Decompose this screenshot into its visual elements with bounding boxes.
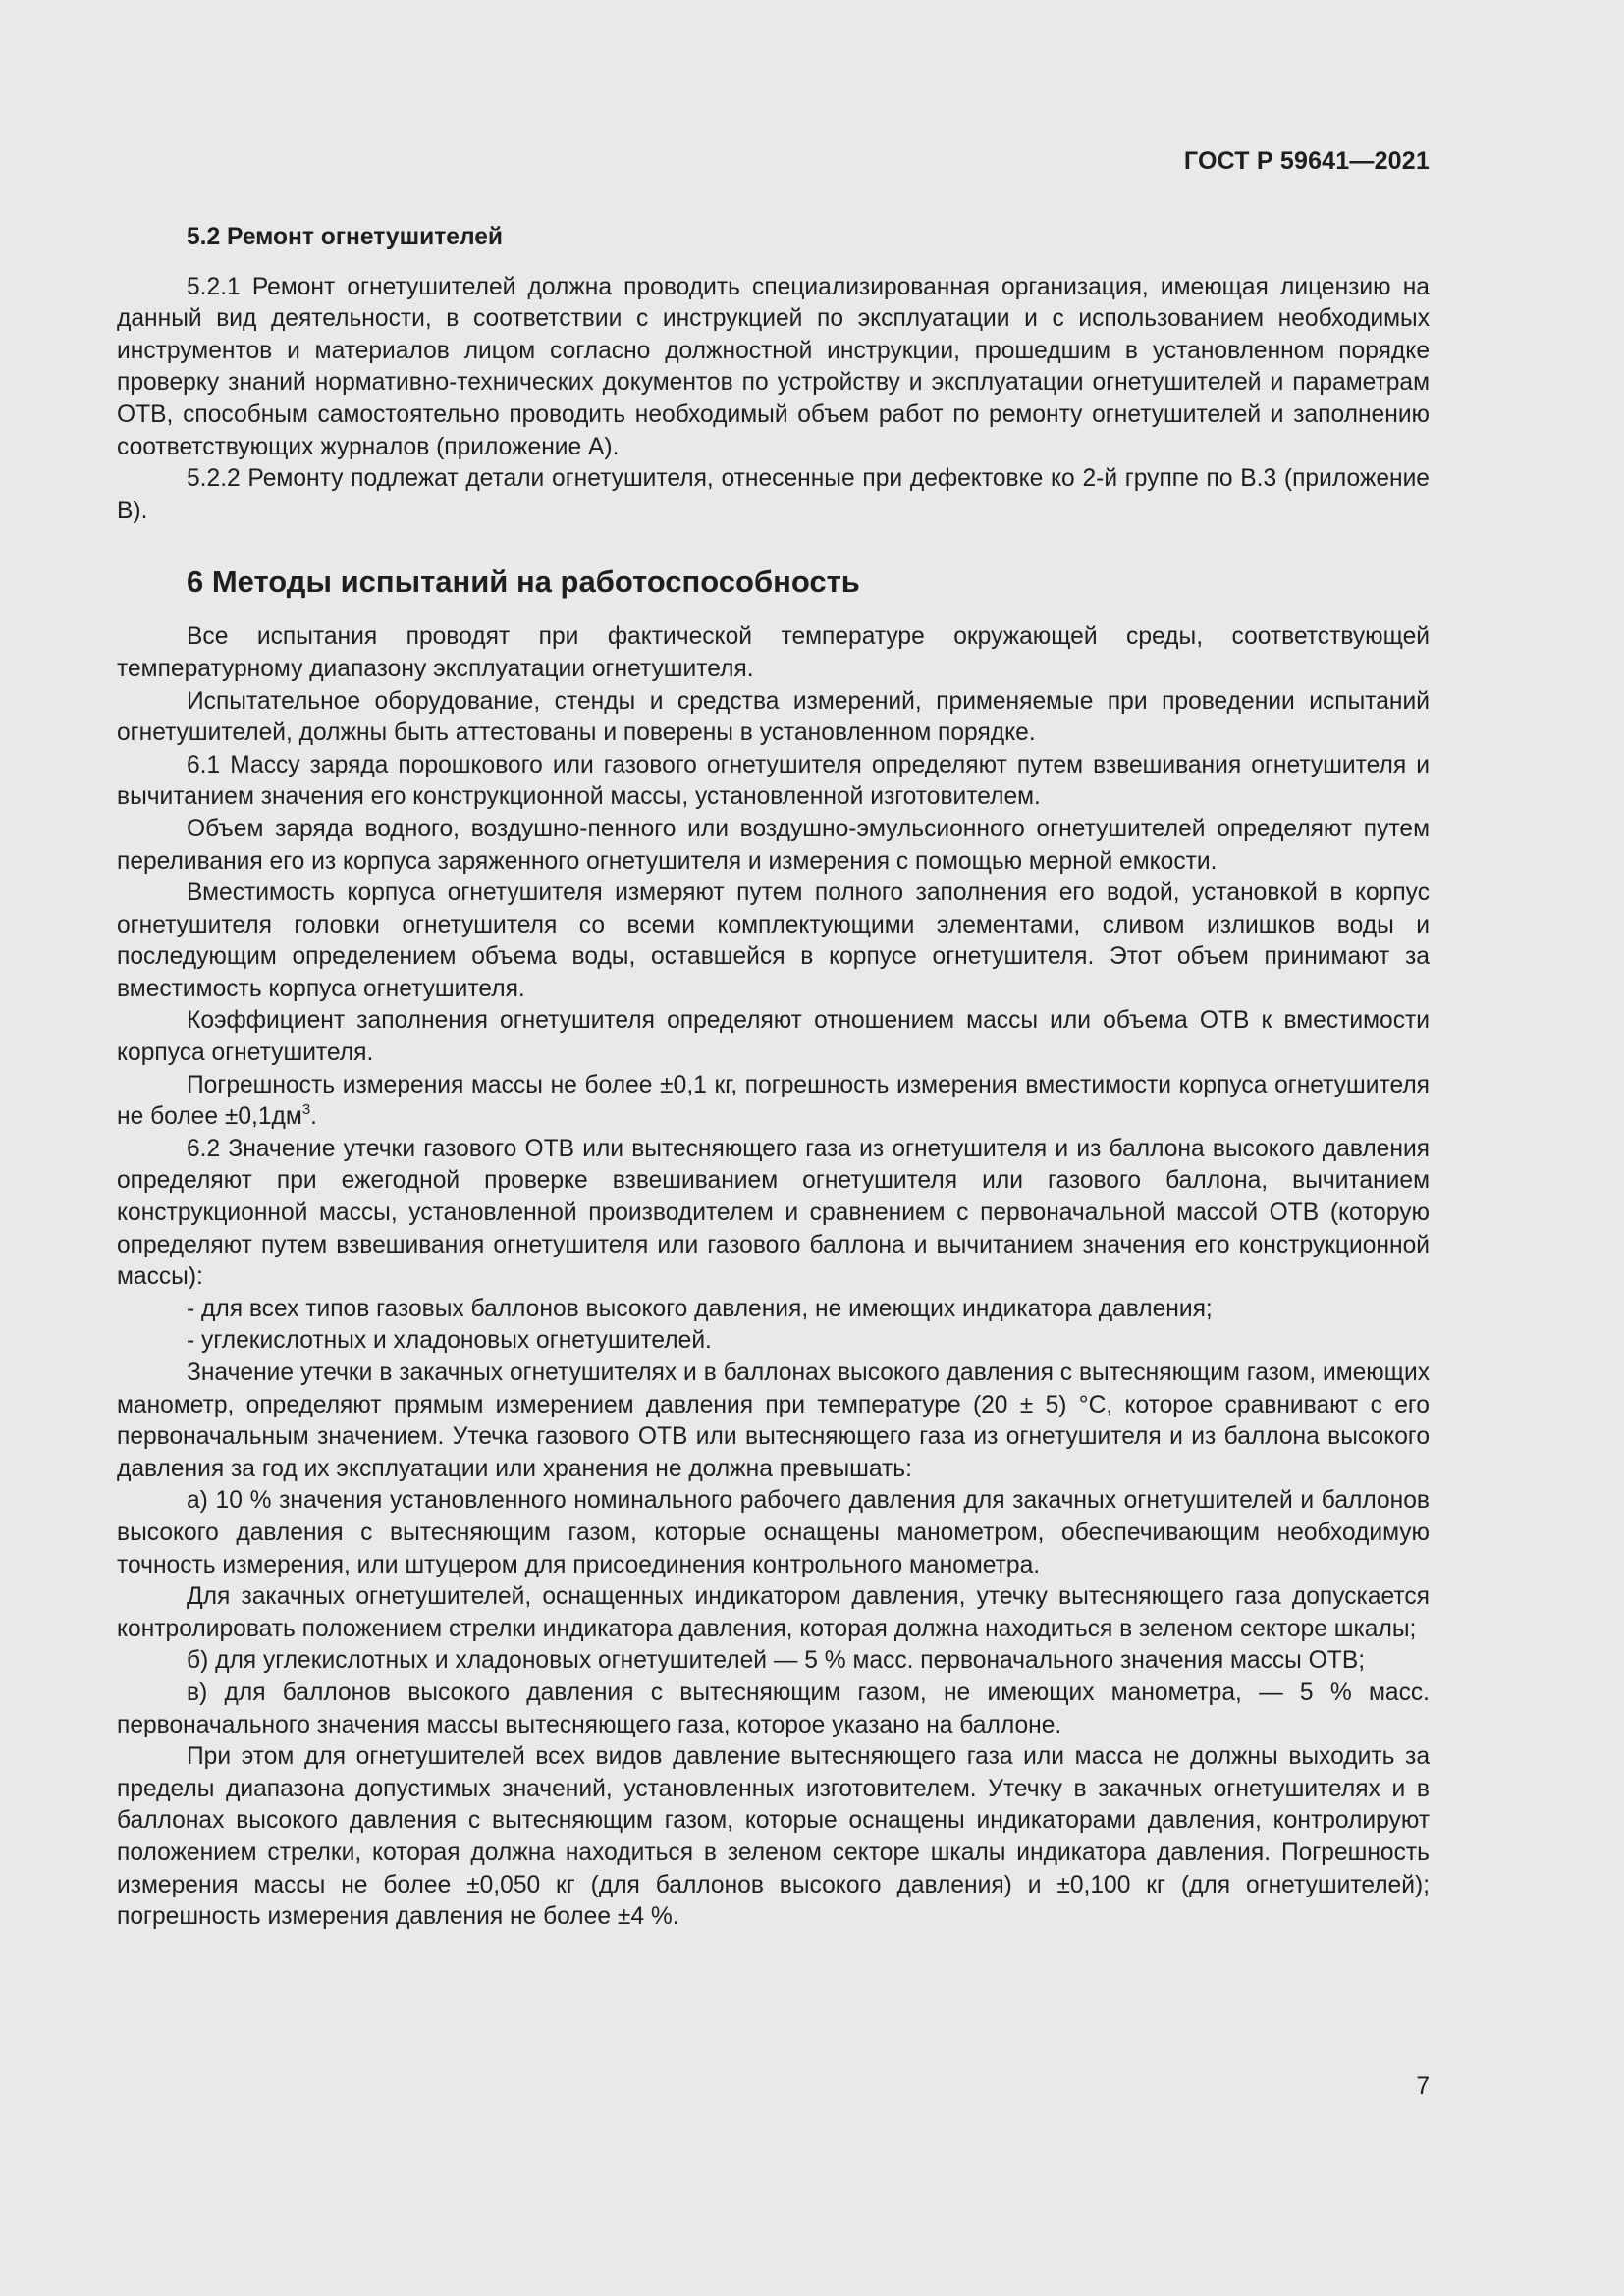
paragraph-leak-pressure: Значение утечки в закачных огнетушителях и в баллонах высокого давления с вытесняющим газом, имеющих манометр, определяют прямым измерением давления при температуре (20 ± 5) °С, которое сравнивают с его первоначальным значением. Утечка газового ОТВ или вытесняющего газа из огнетушителя и из баллона высокого давления за год их эксплуатации или хранения не должна превышать: [117, 1360, 1430, 1482]
paragraph-test-conditions: Все испытания проводят при фактической температуре окружающей среды, соответствующей температурному диапазону эксплуатации огнетушителя. [117, 623, 1430, 682]
list-item-c: в) для баллонов высокого давления с вытесняющим газом, не имеющих манометра, — 5 % масс. первоначального значения массы вытесняющего газа, которое указано на баллоне. [117, 1679, 1430, 1738]
section-heading-6: 6 Методы испытаний на работоспособность [187, 564, 860, 600]
paragraph-5-2-2: 5.2.2 Ремонту подлежат детали огнетушителя, отнесенные при дефектовке ко 2-й группе по В.3 (приложение В). [117, 465, 1430, 524]
paragraph-pressure-indicator: Для закачных огнетушителей, оснащенных индикатором давления, утечку вытесняющего газа допускается контролировать положением стрелки индикатора давления, которая должна находиться в зеленом секторе шкалы; [117, 1583, 1430, 1642]
paragraph-5-2-1: 5.2.1 Ремонт огнетушителей должна проводить специализированная организация, имеющая лицензию на данный вид деятельности, в соответствии с инструкцией по эксплуатации и с использованием необходимых инструментов и материалов лицом согласно должностной инструкции, прошедшим в установленном порядке проверку знаний нормативно-технических документов по устройству и эксплуатации огнетушителей и параметрам ОТВ, способным самостоятельно проводить необходимый объем работ по ремонту огнетушителей и заполнению соответствующих журналов (приложение А). [117, 273, 1430, 460]
list-item-gas-cylinders: - для всех типов газовых баллонов высокого давления, не имеющих индикатора давления; [187, 1295, 1213, 1322]
paragraph-6-2: 6.2 Значение утечки газового ОТВ или вытесняющего газа из огнетушителя и из баллона высокого давления определяют при ежегодной проверке взвешиванием огнетушителя или газового баллона, вычитанием конструкционной массы, установленной производителем и сравнением с первоначальной массой ОТВ (которую определяют путем взвешивания огнетушителя или газового баллона и вычитанием значения его конструкционной массы): [117, 1135, 1430, 1291]
document-body [117, 222, 1430, 1934]
paragraph-charge-volume: Объем заряда водного, воздушно-пенного или воздушно-эмульсионного огнетушителей определяют путем переливания его из корпуса заряженного огнетушителя и измерения с помощью мерной емкости. [117, 815, 1430, 875]
paragraph-fill-coefficient: Коэффициент заполнения огнетушителя определяют отношением массы или объема ОТВ к вместимости корпуса огнетушителя. [117, 1007, 1430, 1067]
paragraph-allowed-range: При этом для огнетушителей всех видов давление вытесняющего газа или масса не должны выходить за пределы диапазона допустимых значений, установленных изготовителем. Утечку в закачных огнетушителях и в баллонах высокого давления с вытесняющим газом, которые оснащены индикаторами давления, контролируют положением стрелки, которая должна находиться в зеленом секторе шкалы индикатора давления. Погрешность измерения массы не более ±0,050 кг (для баллонов высокого давления) и ±0,100 кг (для огнетушителей); погрешность измерения давления не более ±4 %. [117, 1743, 1430, 1931]
measurement-error-text: Погрешность измерения массы не более ±0,1 кг, погрешность измерения вместимости корпуса огнетушителя не более ±0,1дм [117, 1071, 1430, 1131]
cubic-superscript: 3 [301, 1101, 311, 1119]
list-item-a: а) 10 % значения установленного номинального рабочего давления для закачных огнетушителей и баллонов высокого давления с вытесняющим газом, которые оснащены манометром, обеспечивающим необходимую точность измерения, или штуцером для присоединения контрольного манометра. [117, 1487, 1430, 1578]
paragraph-test-equipment: Испытательное оборудование, стенды и средства измерений, применяемые при проведении испытаний огнетушителей, должны быть аттестованы и поверены в установленном порядке. [117, 687, 1430, 747]
paragraph-measurement-error [117, 1070, 1430, 1134]
subsection-heading-5-2: 5.2 Ремонт огнетушителей [187, 224, 504, 250]
document-code-header: ГОСТ Р 59641—2021 [1183, 147, 1430, 175]
paragraph-body-capacity: Вместимость корпуса огнетушителя измеряют путем полного заполнения его водой, установкой в корпус огнетушителя головки огнетушителя со всеми комплектующими элементами, сливом излишков воды и последующим определением объема воды, оставшейся в корпусе огнетушителя. Этот объем принимают за вместимость корпуса огнетушителя. [117, 880, 1430, 1002]
page-number: 7 [1416, 2073, 1430, 2100]
list-item-co2-extinguishers: - углекислотных и хладоновых огнетушителей. [187, 1327, 712, 1355]
paragraph-6-1: 6.1 Массу заряда порошкового или газового огнетушителя определяют путем взвешивания огнетушителя и вычитанием значения его конструкционной массы, установленной изготовителем. [117, 751, 1430, 811]
measurement-error-end: . [310, 1103, 317, 1131]
list-item-b: б) для углекислотных и хладоновых огнетушителей — 5 % масс. первоначального значения массы ОТВ; [187, 1647, 1366, 1675]
